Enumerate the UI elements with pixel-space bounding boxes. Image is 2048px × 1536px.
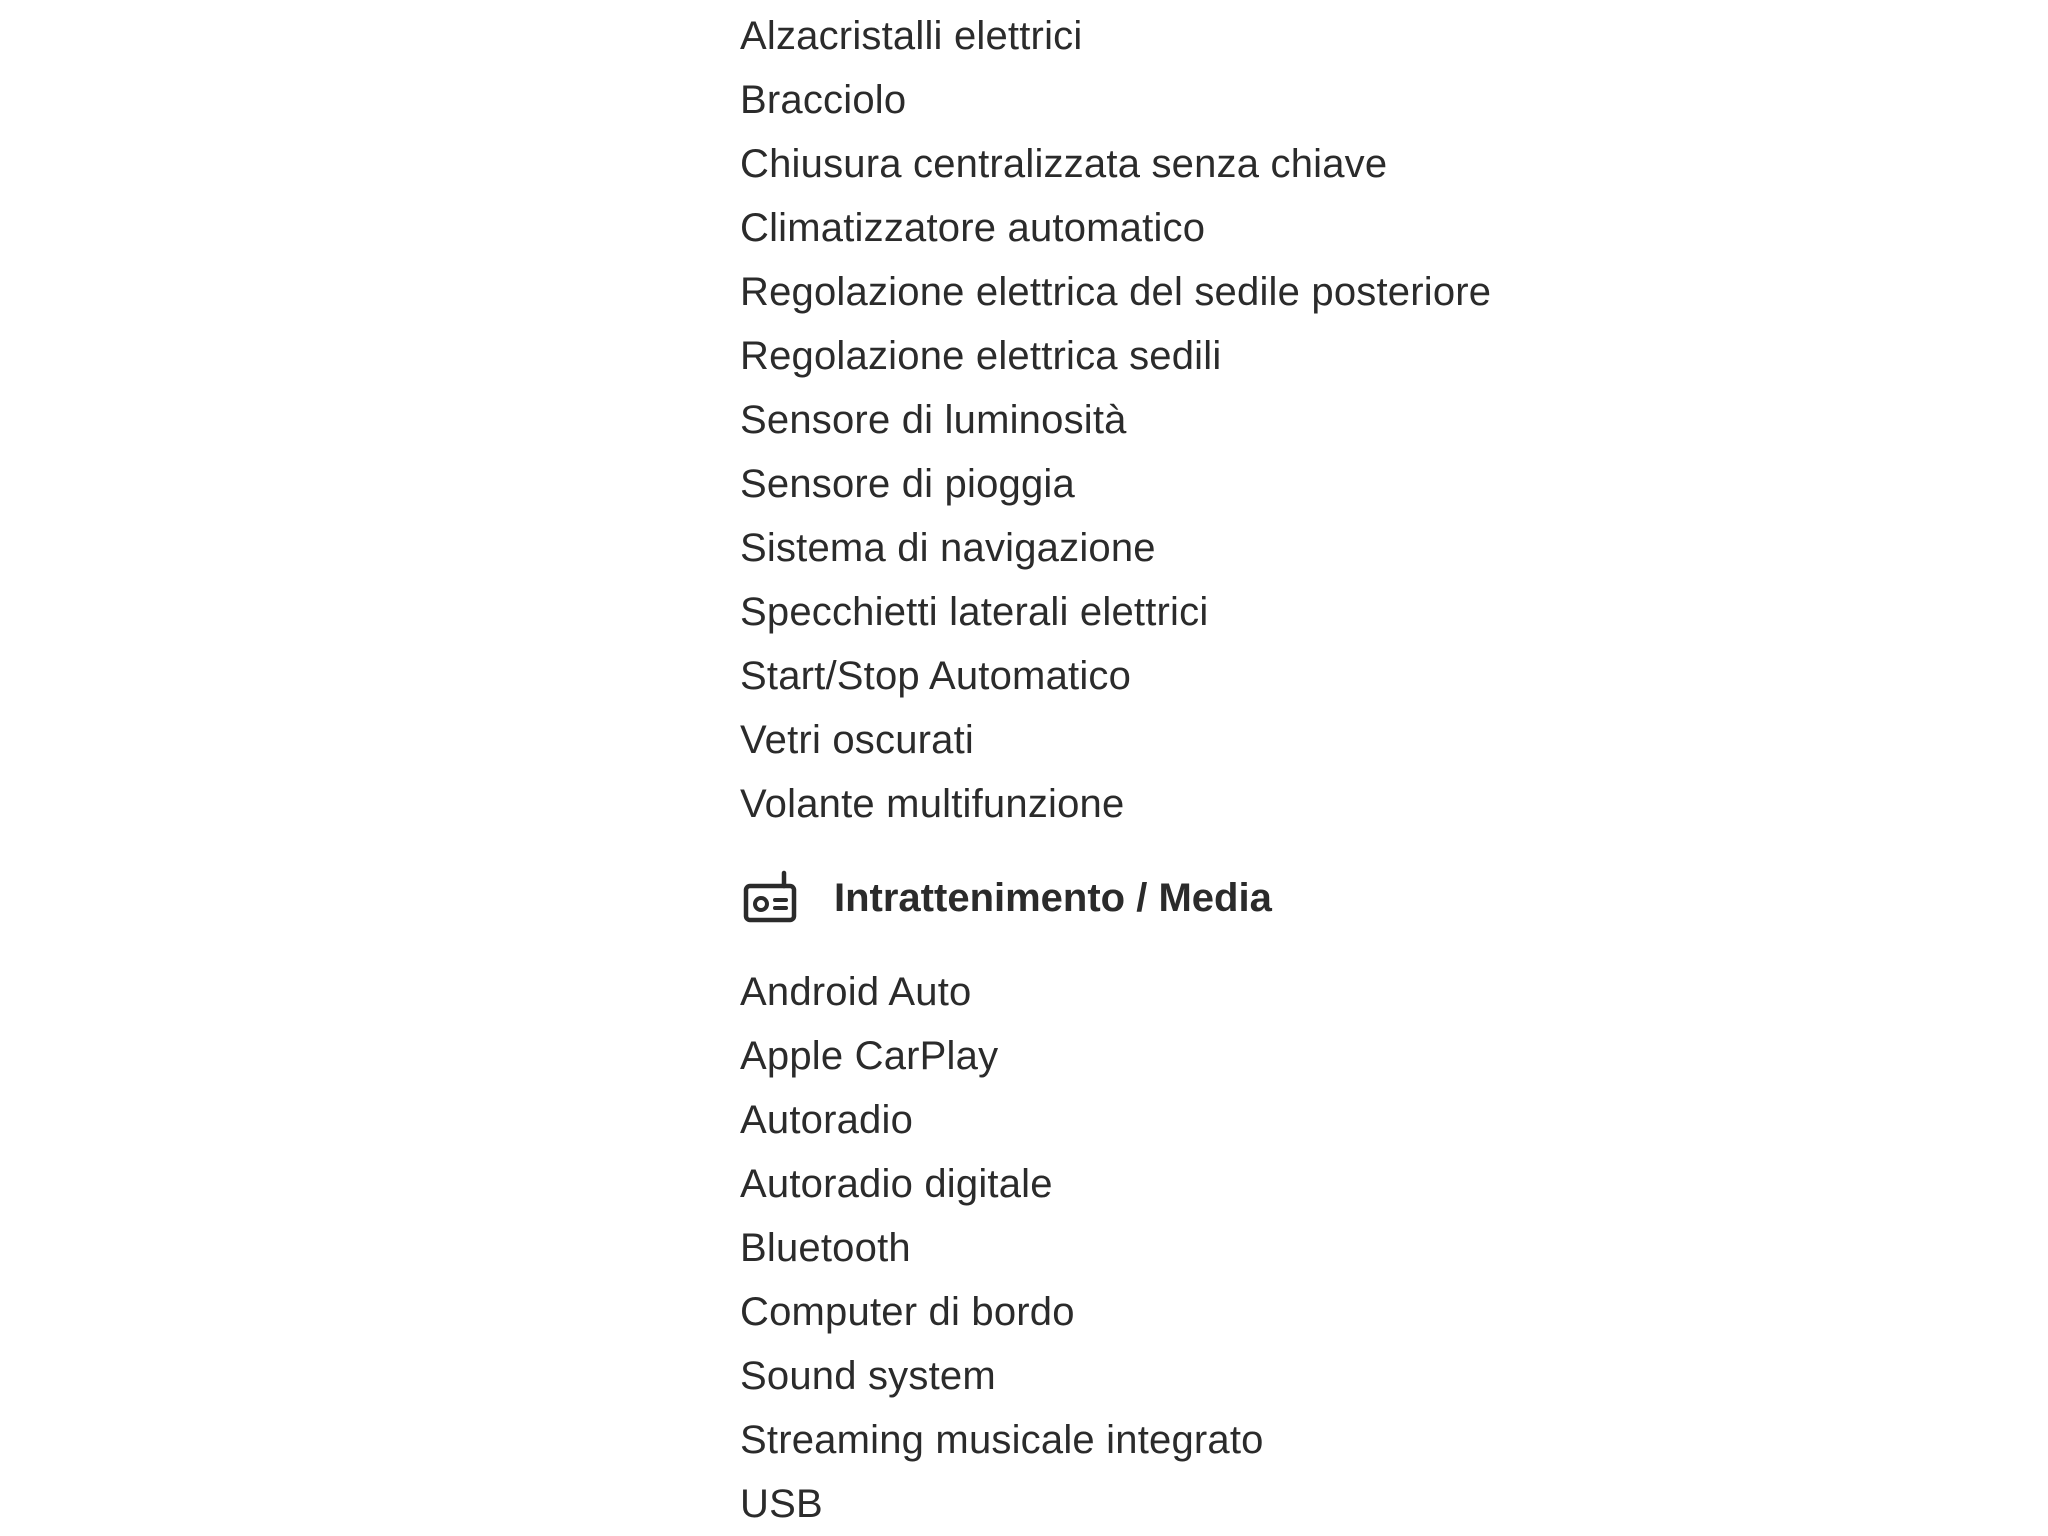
features-content	[740, 0, 1840, 1536]
list-item: Sound system	[740, 1354, 996, 1398]
comfort-feature-list	[740, 0, 1840, 836]
list-item: Specchietti laterali elettrici	[740, 590, 1209, 634]
list-item: Regolazione elettrica del sedile posteriore	[740, 270, 1492, 314]
list-item: Regolazione elettrica sedili	[740, 334, 1222, 378]
list-item: Chiusura centralizzata senza chiave	[740, 142, 1388, 186]
list-item: Autoradio digitale	[740, 1162, 1053, 1206]
list-item: Vetri oscurati	[740, 718, 975, 762]
list-item: Sistema di navigazione	[740, 526, 1156, 570]
list-item: Android Auto	[740, 970, 972, 1014]
media-feature-list	[740, 960, 1840, 1536]
radio-icon	[740, 869, 798, 927]
list-item: USB	[740, 1482, 823, 1526]
media-section-heading	[740, 866, 1840, 930]
list-item: Bluetooth	[740, 1226, 911, 1270]
list-item: Computer di bordo	[740, 1290, 1075, 1334]
list-item: Climatizzatore automatico	[740, 206, 1206, 250]
list-item: Alzacristalli elettrici	[740, 14, 1083, 58]
list-item: Autoradio	[740, 1098, 914, 1142]
list-item: Streaming musicale integrato	[740, 1418, 1264, 1462]
list-item: Volante multifunzione	[740, 782, 1125, 826]
list-item: Sensore di luminosità	[740, 398, 1127, 442]
list-item: Bracciolo	[740, 78, 907, 122]
list-item: Start/Stop Automatico	[740, 654, 1132, 698]
section-title: Intrattenimento / Media	[834, 875, 1272, 920]
list-item: Apple CarPlay	[740, 1034, 999, 1078]
list-item: Sensore di pioggia	[740, 462, 1075, 506]
